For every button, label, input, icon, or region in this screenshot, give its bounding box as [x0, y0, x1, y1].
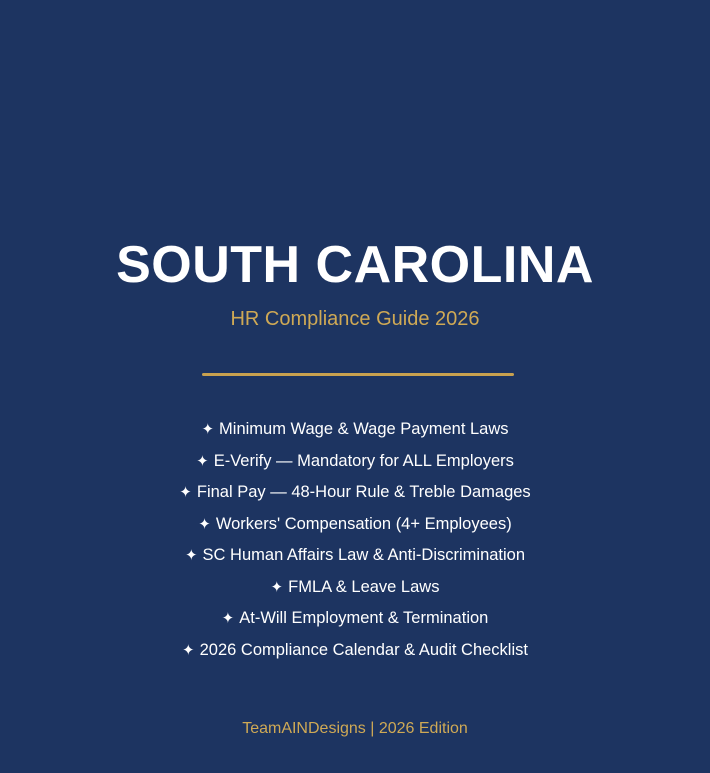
feature-label: Final Pay — 48-Hour Rule & Treble Damages	[196, 483, 531, 501]
feature-item	[0, 572, 710, 604]
feature-item	[0, 603, 710, 635]
diamond-star-icon: ✦	[221, 610, 235, 627]
feature-label: At-Will Employment & Termination	[239, 609, 489, 627]
feature-item	[0, 540, 710, 572]
feature-label: E-Verify — Mandatory for ALL Employers	[213, 451, 514, 470]
diamond-star-icon: ✦	[196, 452, 209, 470]
feature-item	[0, 635, 710, 667]
diamond-star-icon: ✦	[198, 515, 211, 533]
cover-title: SOUTH CAROLINA	[116, 236, 594, 294]
diamond-star-icon: ✦	[201, 421, 215, 438]
feature-item	[0, 414, 710, 446]
feature-list	[0, 414, 710, 666]
gold-divider	[202, 373, 514, 376]
cover-subtitle: HR Compliance Guide 2026	[230, 308, 480, 330]
feature-label: 2026 Compliance Calendar & Audit Checklist	[199, 640, 528, 659]
feature-item	[0, 509, 710, 541]
cover-footer: TeamAINDesigns | 2026 Edition	[242, 720, 468, 737]
feature-label: FMLA & Leave Laws	[288, 577, 440, 596]
diamond-star-icon: ✦	[179, 484, 192, 501]
feature-label: Workers' Compensation (4+ Employees)	[215, 514, 512, 533]
diamond-star-icon: ✦	[184, 547, 198, 564]
feature-item	[0, 446, 710, 478]
feature-label: Minimum Wage & Wage Payment Laws	[219, 420, 509, 438]
feature-item	[0, 477, 710, 509]
diamond-star-icon: ✦	[270, 578, 284, 596]
diamond-star-icon: ✦	[182, 641, 195, 659]
feature-label: SC Human Affairs Law & Anti-Discrimination	[202, 546, 526, 564]
